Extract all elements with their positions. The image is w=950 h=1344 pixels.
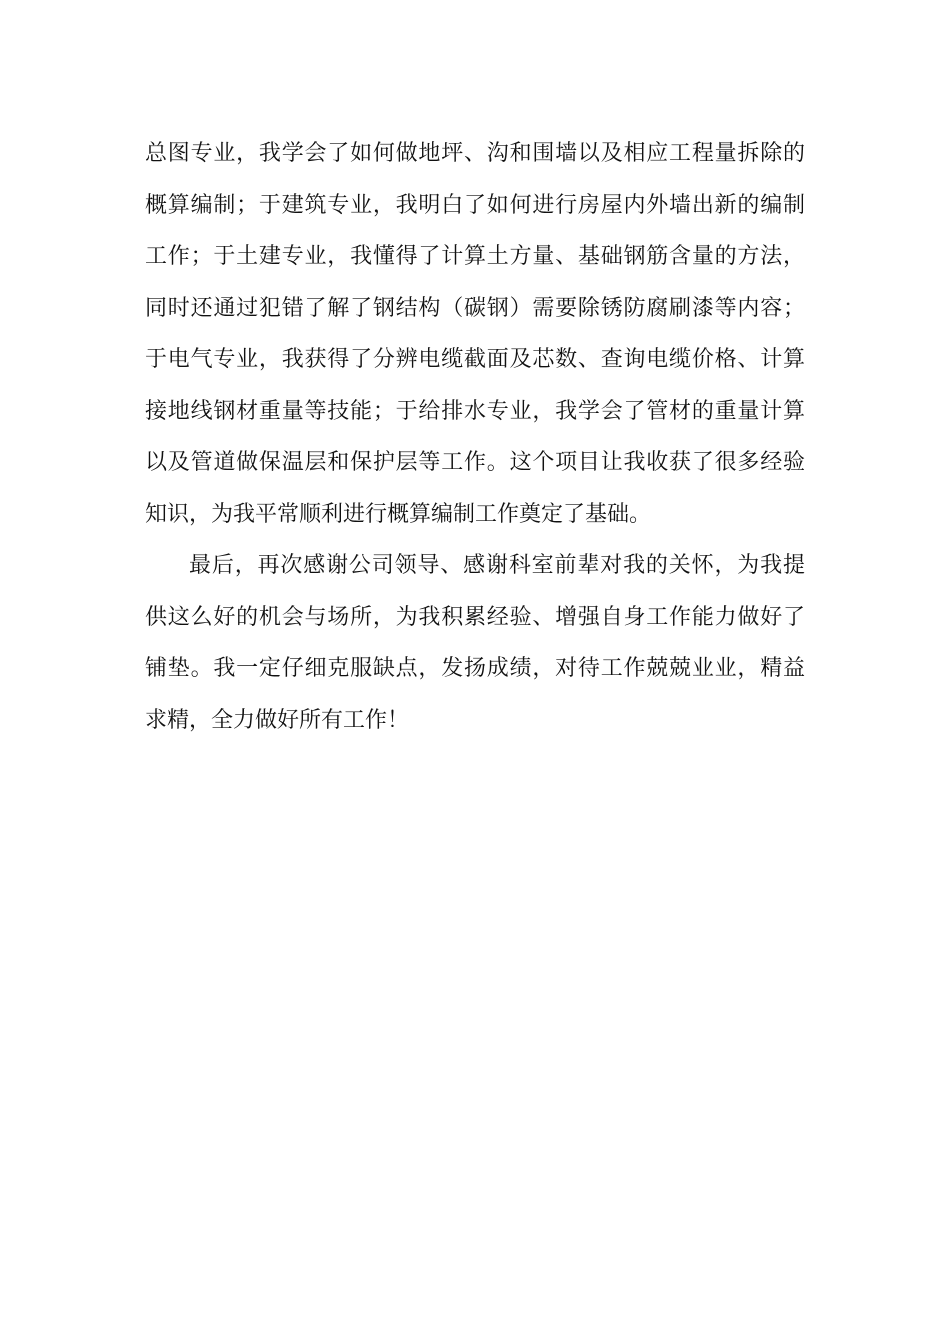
text-line: 同时还通过犯错了解了钢结构（碳钢）需要除锈防腐刷漆等内容； [145,295,805,321]
text-line: 工作；于土建专业，我懂得了计算土方量、基础钢筋含量的方法， [145,244,805,269]
text-line: 以及管道做保温层和保护层等工作。这个项目让我收获了很多经验 [145,450,805,475]
text-line: 供这么好的机会与场所，为我积累经验、增强自身工作能力做好了 [145,604,805,630]
text-line: 概算编制；于建筑专业，我明白了如何进行房屋内外墙出新的编制 [145,192,805,218]
text-line: 接地线钢材重量等技能；于给排水专业，我学会了管材的重量计算 [145,398,805,424]
document-body [145,128,805,746]
text-line: 知识，为我平常顺利进行概算编制工作奠定了基础。 [145,501,652,527]
text-line: 最后，再次感谢公司领导、感谢科室前辈对我的关怀，为我提 [189,553,805,578]
text-line: 总图专业，我学会了如何做地坪、沟和围墙以及相应工程量拆除的 [145,141,805,166]
paragraph-1 [145,128,805,540]
text-line: 求精，全力做好所有工作！ [145,707,410,733]
paragraph-2 [145,540,805,746]
text-line: 铺垫。我一定仔细克服缺点，发扬成绩，对待工作兢兢业业，精益 [145,656,805,681]
text-line: 于电气专业，我获得了分辨电缆截面及芯数、查询电缆价格、计算 [145,347,805,372]
